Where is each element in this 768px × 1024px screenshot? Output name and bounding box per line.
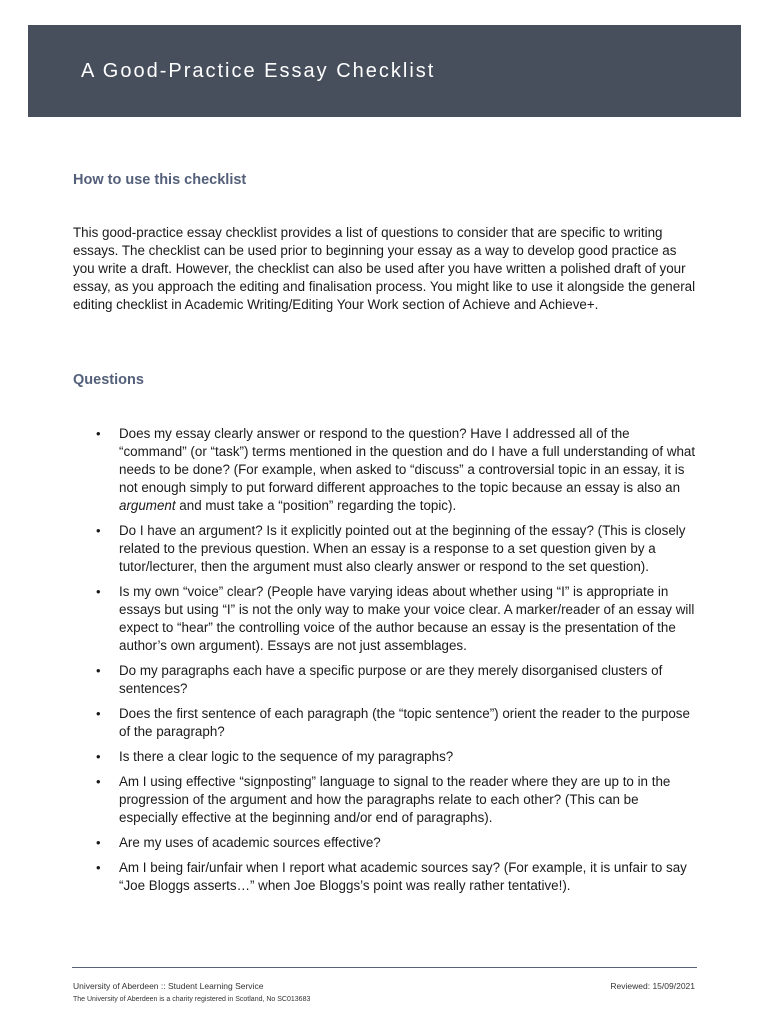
list-item — [73, 834, 698, 852]
footer-organisation: University of Aberdeen :: Student Learning Service — [73, 981, 264, 991]
list-item — [73, 662, 698, 698]
question-text: Does the first sentence of each paragraph (the “topic sentence”) orient the reader to the purpose of the paragraph? — [119, 706, 690, 739]
section-heading-how-to-use: How to use this checklist — [73, 172, 247, 188]
bullet-icon: • — [96, 835, 101, 850]
question-text: Does my essay clearly answer or respond to the question? Have I addressed all of the “command” (or “task”) terms mentioned in the question and do I have a full understanding of what needs to be done? (For example, when asked to “discuss” a controversial topic in an essay, it is not enough simply to put forward different approaches to the topic because an essay is also an — [119, 426, 696, 495]
list-item — [73, 748, 698, 766]
question-text: Am I being fair/unfair when I report what academic sources say? (For example, it is unfair to say “Joe Bloggs asserts…” when Joe Bloggs’s point was really rather tentative!). — [119, 860, 687, 893]
bullet-icon: • — [96, 860, 101, 875]
list-item — [73, 773, 698, 827]
list-item — [73, 705, 698, 741]
question-text-cont: and must take a “position” regarding the topic). — [175, 498, 457, 513]
bullet-icon: • — [96, 584, 101, 599]
question-text: Is my own “voice” clear? (People have varying ideas about whether using “I” is appropriate in essays but using “I” is not the only way to make your voice clear. A marker/reader of an essay will expect to “hear” the controlling voice of the author because an essay is the presentation of the author’s own argument). Essays are not just assemblages. — [119, 584, 695, 653]
footer-divider — [72, 967, 697, 968]
question-text: Are my uses of academic sources effective? — [119, 835, 381, 850]
bullet-icon: • — [96, 426, 101, 441]
section-heading-questions: Questions — [73, 372, 144, 388]
question-text: Am I using effective “signposting” language to signal to the reader where they are up to in the progression of the argument and how the paragraphs relate to each other? (This can be especially effective at the beginning and/or end of paragraphs). — [119, 774, 671, 825]
list-item — [73, 425, 698, 515]
list-item — [73, 583, 698, 655]
list-item — [73, 522, 698, 576]
bullet-icon: • — [96, 774, 101, 789]
question-text: Do my paragraphs each have a specific purpose or are they merely disorganised clusters of sentences? — [119, 663, 663, 696]
footer-reviewed-date: Reviewed: 15/09/2021 — [610, 981, 695, 991]
question-text: Is there a clear logic to the sequence of my paragraphs? — [119, 749, 454, 764]
bullet-icon: • — [96, 749, 101, 764]
question-text: Do I have an argument? Is it explicitly pointed out at the beginning of the essay? (This is closely related to the previous question. When an essay is a response to a set question given by a tutor/lecturer, then the argument must also clearly answer or respond to the set question). — [119, 523, 686, 574]
bullet-icon: • — [96, 706, 101, 721]
questions-list — [73, 425, 698, 902]
page-title: A Good-Practice Essay Checklist — [81, 60, 436, 82]
bullet-icon: • — [96, 523, 101, 538]
title-banner — [28, 25, 741, 117]
question-emphasis: argument — [119, 498, 176, 513]
intro-paragraph: This good-practice essay checklist provides a list of questions to consider that are specific to writing essays. The checklist can be used prior to beginning your essay as a way to develop good practice as you write a draft. However, the checklist can also be used after you have written a polished draft of your essay, as you approach the editing and finalisation process. You might like to use it alongside the general editing checklist in Academic Writing/Editing Your Work section of Achieve and Achieve+. — [73, 225, 696, 312]
bullet-icon: • — [96, 663, 101, 678]
list-item — [73, 859, 698, 895]
footer-charity-note: The University of Aberdeen is a charity registered in Scotland, No SC013683 — [73, 996, 311, 1003]
